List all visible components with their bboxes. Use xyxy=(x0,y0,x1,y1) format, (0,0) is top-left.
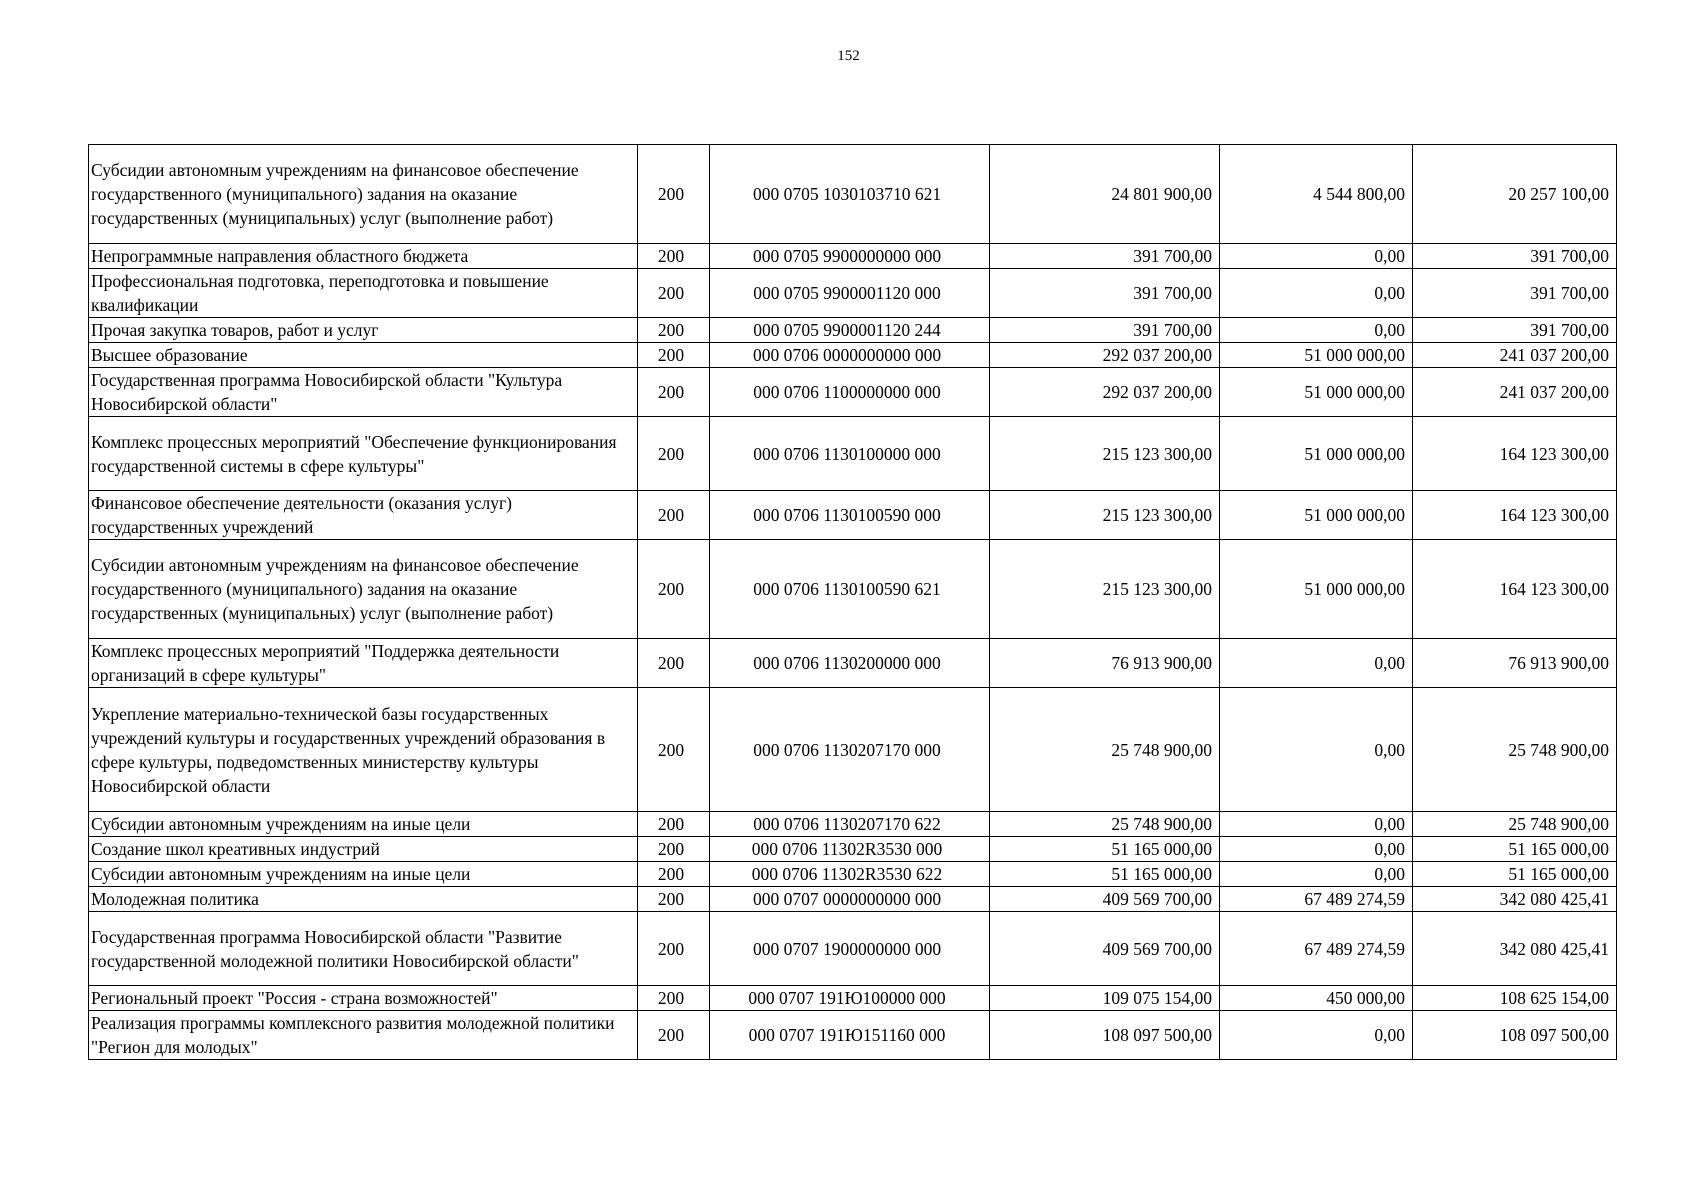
row-name: Комплекс процессных мероприятий "Обеспечение функционирования государственной системы в сфере культуры" xyxy=(89,417,638,491)
row-classification-code: 000 0707 191Ю151160 000 xyxy=(710,1011,990,1060)
table-row xyxy=(89,417,1617,491)
row-name: Высшее образование xyxy=(89,343,638,368)
row-name: Субсидии автономным учреждениям на иные цели xyxy=(89,862,638,887)
row-classification-code: 000 0706 1130100000 000 xyxy=(710,417,990,491)
row-classification-code: 000 0705 9900001120 244 xyxy=(710,318,990,343)
row-admin-code: 200 xyxy=(638,887,710,912)
row-approved-amount: 215 123 300,00 xyxy=(990,417,1220,491)
row-classification-code: 000 0706 1130100590 621 xyxy=(710,540,990,639)
row-admin-code: 200 xyxy=(638,986,710,1011)
row-unexecuted-amount: 20 257 100,00 xyxy=(1413,145,1617,244)
table-row xyxy=(89,812,1617,837)
table-row xyxy=(89,862,1617,887)
row-executed-amount: 0,00 xyxy=(1220,269,1413,318)
table-row xyxy=(89,343,1617,368)
row-executed-amount: 0,00 xyxy=(1220,1011,1413,1060)
row-approved-amount: 292 037 200,00 xyxy=(990,368,1220,417)
row-classification-code: 000 0706 11302R3530 000 xyxy=(710,837,990,862)
row-executed-amount: 51 000 000,00 xyxy=(1220,491,1413,540)
row-name: Финансовое обеспечение деятельности (оказания услуг) государственных учреждений xyxy=(89,491,638,540)
row-classification-code: 000 0707 1900000000 000 xyxy=(710,912,990,986)
row-classification-code: 000 0706 1100000000 000 xyxy=(710,368,990,417)
table-row xyxy=(89,837,1617,862)
row-classification-code: 000 0707 191Ю100000 000 xyxy=(710,986,990,1011)
row-approved-amount: 215 123 300,00 xyxy=(990,491,1220,540)
row-admin-code: 200 xyxy=(638,837,710,862)
row-approved-amount: 25 748 900,00 xyxy=(990,812,1220,837)
row-name: Региональный проект "Россия - страна возможностей" xyxy=(89,986,638,1011)
row-admin-code: 200 xyxy=(638,912,710,986)
row-executed-amount: 0,00 xyxy=(1220,318,1413,343)
row-admin-code: 200 xyxy=(638,639,710,688)
budget-execution-table xyxy=(88,144,1617,1060)
table-row xyxy=(89,491,1617,540)
row-executed-amount: 67 489 274,59 xyxy=(1220,887,1413,912)
row-approved-amount: 24 801 900,00 xyxy=(990,145,1220,244)
row-executed-amount: 0,00 xyxy=(1220,688,1413,812)
row-name: Непрограммные направления областного бюджета xyxy=(89,244,638,269)
table-row xyxy=(89,269,1617,318)
row-name: Реализация программы комплексного развития молодежной политики "Регион для молодых" xyxy=(89,1011,638,1060)
row-unexecuted-amount: 241 037 200,00 xyxy=(1413,343,1617,368)
table-row xyxy=(89,318,1617,343)
row-unexecuted-amount: 164 123 300,00 xyxy=(1413,540,1617,639)
table-row xyxy=(89,145,1617,244)
table-row xyxy=(89,244,1617,269)
row-executed-amount: 0,00 xyxy=(1220,837,1413,862)
row-unexecuted-amount: 164 123 300,00 xyxy=(1413,417,1617,491)
table-row xyxy=(89,1011,1617,1060)
row-executed-amount: 51 000 000,00 xyxy=(1220,417,1413,491)
row-executed-amount: 450 000,00 xyxy=(1220,986,1413,1011)
row-name: Субсидии автономным учреждениям на финансовое обеспечение государственного (муниципального) задания на оказание государственных (муниципальных) услуг (выполнение работ) xyxy=(89,145,638,244)
row-classification-code: 000 0706 1130207170 622 xyxy=(710,812,990,837)
row-admin-code: 200 xyxy=(638,269,710,318)
row-name: Субсидии автономным учреждениям на иные цели xyxy=(89,812,638,837)
row-name: Комплекс процессных мероприятий "Поддержка деятельности организаций в сфере культуры" xyxy=(89,639,638,688)
row-name: Профессиональная подготовка, переподготовка и повышение квалификации xyxy=(89,269,638,318)
row-approved-amount: 391 700,00 xyxy=(990,318,1220,343)
table-row xyxy=(89,540,1617,639)
row-unexecuted-amount: 51 165 000,00 xyxy=(1413,862,1617,887)
row-unexecuted-amount: 342 080 425,41 xyxy=(1413,912,1617,986)
row-name: Создание школ креативных индустрий xyxy=(89,837,638,862)
row-approved-amount: 109 075 154,00 xyxy=(990,986,1220,1011)
row-admin-code: 200 xyxy=(638,491,710,540)
row-approved-amount: 409 569 700,00 xyxy=(990,887,1220,912)
row-unexecuted-amount: 391 700,00 xyxy=(1413,244,1617,269)
row-classification-code: 000 0705 1030103710 621 xyxy=(710,145,990,244)
row-unexecuted-amount: 25 748 900,00 xyxy=(1413,812,1617,837)
row-classification-code: 000 0706 0000000000 000 xyxy=(710,343,990,368)
table-row xyxy=(89,368,1617,417)
row-executed-amount: 0,00 xyxy=(1220,639,1413,688)
row-admin-code: 200 xyxy=(638,368,710,417)
row-executed-amount: 51 000 000,00 xyxy=(1220,540,1413,639)
row-unexecuted-amount: 391 700,00 xyxy=(1413,269,1617,318)
row-unexecuted-amount: 108 097 500,00 xyxy=(1413,1011,1617,1060)
row-approved-amount: 391 700,00 xyxy=(990,269,1220,318)
row-admin-code: 200 xyxy=(638,318,710,343)
row-name: Молодежная политика xyxy=(89,887,638,912)
row-unexecuted-amount: 25 748 900,00 xyxy=(1413,688,1617,812)
row-admin-code: 200 xyxy=(638,417,710,491)
row-admin-code: 200 xyxy=(638,244,710,269)
row-name: Государственная программа Новосибирской области "Культура Новосибирской области" xyxy=(89,368,638,417)
row-executed-amount: 0,00 xyxy=(1220,812,1413,837)
row-approved-amount: 51 165 000,00 xyxy=(990,862,1220,887)
row-approved-amount: 292 037 200,00 xyxy=(990,343,1220,368)
row-approved-amount: 215 123 300,00 xyxy=(990,540,1220,639)
row-classification-code: 000 0705 9900001120 000 xyxy=(710,269,990,318)
table-body xyxy=(89,145,1617,1060)
row-admin-code: 200 xyxy=(638,812,710,837)
row-executed-amount: 0,00 xyxy=(1220,244,1413,269)
table-row xyxy=(89,986,1617,1011)
row-executed-amount: 4 544 800,00 xyxy=(1220,145,1413,244)
row-name: Укрепление материально-технической базы государственных учреждений культуры и государственных учреждений образования в сфере культуры, подведомственных министерству культуры Новосибирской области xyxy=(89,688,638,812)
row-unexecuted-amount: 241 037 200,00 xyxy=(1413,368,1617,417)
row-classification-code: 000 0707 0000000000 000 xyxy=(710,887,990,912)
row-approved-amount: 51 165 000,00 xyxy=(990,837,1220,862)
row-name: Государственная программа Новосибирской области "Развитие государственной молодежной политики Новосибирской области" xyxy=(89,912,638,986)
row-unexecuted-amount: 391 700,00 xyxy=(1413,318,1617,343)
row-admin-code: 200 xyxy=(638,1011,710,1060)
page-number: 152 xyxy=(837,48,860,64)
table-row xyxy=(89,887,1617,912)
row-approved-amount: 108 097 500,00 xyxy=(990,1011,1220,1060)
row-classification-code: 000 0706 1130100590 000 xyxy=(710,491,990,540)
row-classification-code: 000 0706 1130207170 000 xyxy=(710,688,990,812)
row-unexecuted-amount: 51 165 000,00 xyxy=(1413,837,1617,862)
row-unexecuted-amount: 342 080 425,41 xyxy=(1413,887,1617,912)
row-admin-code: 200 xyxy=(638,145,710,244)
table-row xyxy=(89,688,1617,812)
row-unexecuted-amount: 108 625 154,00 xyxy=(1413,986,1617,1011)
row-unexecuted-amount: 164 123 300,00 xyxy=(1413,491,1617,540)
table-row xyxy=(89,639,1617,688)
row-executed-amount: 51 000 000,00 xyxy=(1220,343,1413,368)
row-classification-code: 000 0705 9900000000 000 xyxy=(710,244,990,269)
row-executed-amount: 51 000 000,00 xyxy=(1220,368,1413,417)
table-row xyxy=(89,912,1617,986)
row-classification-code: 000 0706 1130200000 000 xyxy=(710,639,990,688)
row-admin-code: 200 xyxy=(638,540,710,639)
row-approved-amount: 391 700,00 xyxy=(990,244,1220,269)
row-executed-amount: 0,00 xyxy=(1220,862,1413,887)
row-admin-code: 200 xyxy=(638,688,710,812)
row-admin-code: 200 xyxy=(638,343,710,368)
row-name: Прочая закупка товаров, работ и услуг xyxy=(89,318,638,343)
row-approved-amount: 409 569 700,00 xyxy=(990,912,1220,986)
row-admin-code: 200 xyxy=(638,862,710,887)
row-name: Субсидии автономным учреждениям на финансовое обеспечение государственного (муниципального) задания на оказание государственных (муниципальных) услуг (выполнение работ) xyxy=(89,540,638,639)
row-classification-code: 000 0706 11302R3530 622 xyxy=(710,862,990,887)
row-approved-amount: 25 748 900,00 xyxy=(990,688,1220,812)
row-unexecuted-amount: 76 913 900,00 xyxy=(1413,639,1617,688)
row-approved-amount: 76 913 900,00 xyxy=(990,639,1220,688)
row-executed-amount: 67 489 274,59 xyxy=(1220,912,1413,986)
